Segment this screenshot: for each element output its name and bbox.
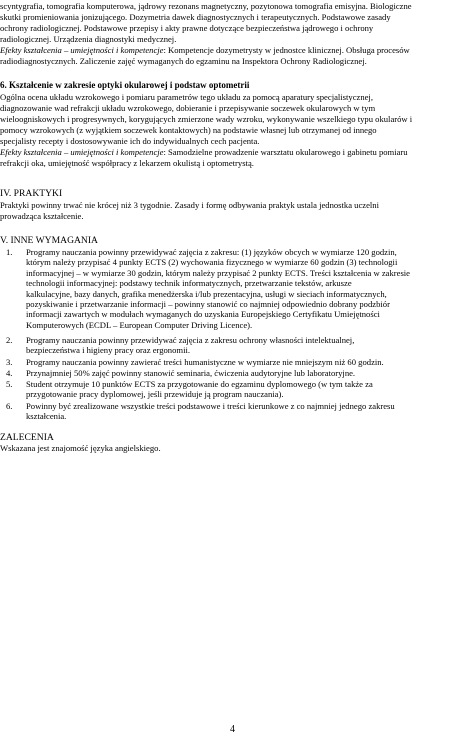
paragraph-line: Ogólna ocena układu wzrokowego i pomiaru parametrów tego układu za pomocą aparatury specjalistycznej, [0,92,373,102]
effects-label: Efekty kształcenia – umiejętności i kompetencje [0,147,164,157]
section-heading: V. INNE WYMAGANIA [0,235,98,246]
list-item [0,335,474,356]
effects-label: Efekty kształcenia – umiejętności i kompetencje [0,45,164,55]
section-heading: IV. PRAKTYKI [0,188,63,199]
list-number: 2. [6,335,13,345]
effects-text: : Kompetencje dozymetrysty w jednostce klinicznej. Obsługa procesów [163,45,410,55]
list-line: Programy nauczania powinny przewidywać zajęcia z zakresu ochrony własności intelektualnej, [26,335,355,345]
list-line: którym należy przypisać 4 punkty ECTS (2) wychowania fizycznego w wymiarze 60 godzin (3) technologii [26,257,398,268]
list-line: Student otrzymuje 10 punktów ECTS za przygotowanie do egzaminu dyplomowego (w tym także za [26,379,373,389]
paragraph-line: ochrony radiologicznej. Podstawowe przepisy i akty prawne dotyczące bezpieczeństwa jądrowego i ochrony [0,23,374,33]
paragraph-line: specjalisty recepty i dostosowywanie ich do indywidualnych cech pacjenta. [0,136,260,146]
list-line: Programy nauczania powinny przewidywać zajęcia z zakresu: (1) języków obcych w wymiarze 120 godzin, [26,247,397,257]
list-line: Programy nauczania powinny zawierać treści humanistyczne w wymiarze nie mniejszym niż 60 godzin. [26,357,384,367]
list-item [0,357,474,367]
list-line: Komputerowych (ECDL – European Computer Driving Licence). [26,319,253,330]
list-number: 4. [6,368,13,378]
list-item [0,368,474,378]
list-line: Przynajmniej 50% zajęć powinny stanowić seminaria, ćwiczenia audytoryjne lub laboratoryjne. [26,368,356,378]
list-line: Powinny być zrealizowane wszystkie treści podstawowe i treści kierunkowe z co najmniej jednego zakresu [26,401,395,411]
list-line: informacyjnej – w wymiarze 30 godzin, którym należy przypisać 2 punkty ECTS. Treści kształcenia w zakresie [26,267,410,278]
paragraph-line: scyntygrafia, tomografia komputerowa, jądrowy rezonans magnetyczny, pozytonowa tomografia emisyjna. Biologiczne [0,1,412,11]
list-line: przygotowanie pracy dyplomowej, jeśli przewiduje ją program nauczania). [26,389,284,400]
list-line: informacji zawartych w modułach wymaganych do uzyskania Europejskiego Certyfikatu Umiejętności [26,309,380,320]
paragraph-line: wieloogniskowych i progresywnych, korygujących zmierzone wady wzroku, wykonywanie wszelkiego typu okularów i [0,114,413,124]
list-item [0,247,474,330]
paragraph-line: skutki promieniowania jonizującego. Dozymetria dawek diagnostycznych i terapeutycznych. Podstawowe zasady [0,12,391,22]
effects-line [0,147,474,157]
list-line: kalkulacyjne, bazy danych, grafika menedżerska i/lub prezentacyjna, usługi w sieciach informatycznych, [26,288,387,299]
effects-line [0,45,474,55]
effects-text: : Samodzielne prowadzenie warsztatu okularowego i gabinetu pomiaru [163,147,408,157]
list-line: kształcenia. [26,411,67,422]
list-line: bezpieczeństwa i higieny pracy oraz ergonomii. [26,345,191,356]
paragraph-line: Praktyki powinny trwać nie krócej niż 3 tygodnie. Zasady i formę odbywania praktyk ustala jednostka uczelni [0,200,379,210]
paragraph-line: radiologicznej. Urządzenia diagnostyki medycznej. [0,34,177,44]
list-number: 5. [6,379,13,389]
section-heading: ZALECENIA [0,432,54,443]
paragraph-line: Wskazana jest znajomość języka angielskiego. [0,443,161,453]
paragraph-line: prowadząca kształcenie. [0,211,84,221]
paragraph-line: refrakcji oka, umiejętność współpracy z lekarzem okulistą i optometrystą. [0,158,254,168]
list-line: pozyskiwanie i przetwarzanie informacji – powinny stanowić co najmniej odpowiednio dobrany podzbiór [26,299,390,310]
paragraph-line: diagnozowanie wad refrakcji układu wzrokowego, dobieranie i przepisywanie soczewek okularowych w tym [0,103,376,113]
list-item [0,379,474,400]
list-item [0,401,474,422]
paragraph-line: pomocy wzrokowych (z wyjątkiem soczewek kontaktowych) na podstawie własnej lub otrzymanej od innego [0,125,377,135]
list-number: 1. [6,247,13,257]
list-number: 6. [6,401,13,411]
page-number: 4 [230,724,235,735]
list-line: technologii informacyjnej: podstawy technik informatycznych, przetwarzanie tekstów, arkusze [26,278,352,289]
section-heading: 6. Kształcenie w zakresie optyki okularowej i podstaw optometrii [0,80,250,90]
list-number: 3. [6,357,13,367]
paragraph-line: radiodiagnostycznych. Zaliczenie zajęć wymaganych do egzaminu na Inspektora Ochrony Radiologicznej. [0,56,367,66]
